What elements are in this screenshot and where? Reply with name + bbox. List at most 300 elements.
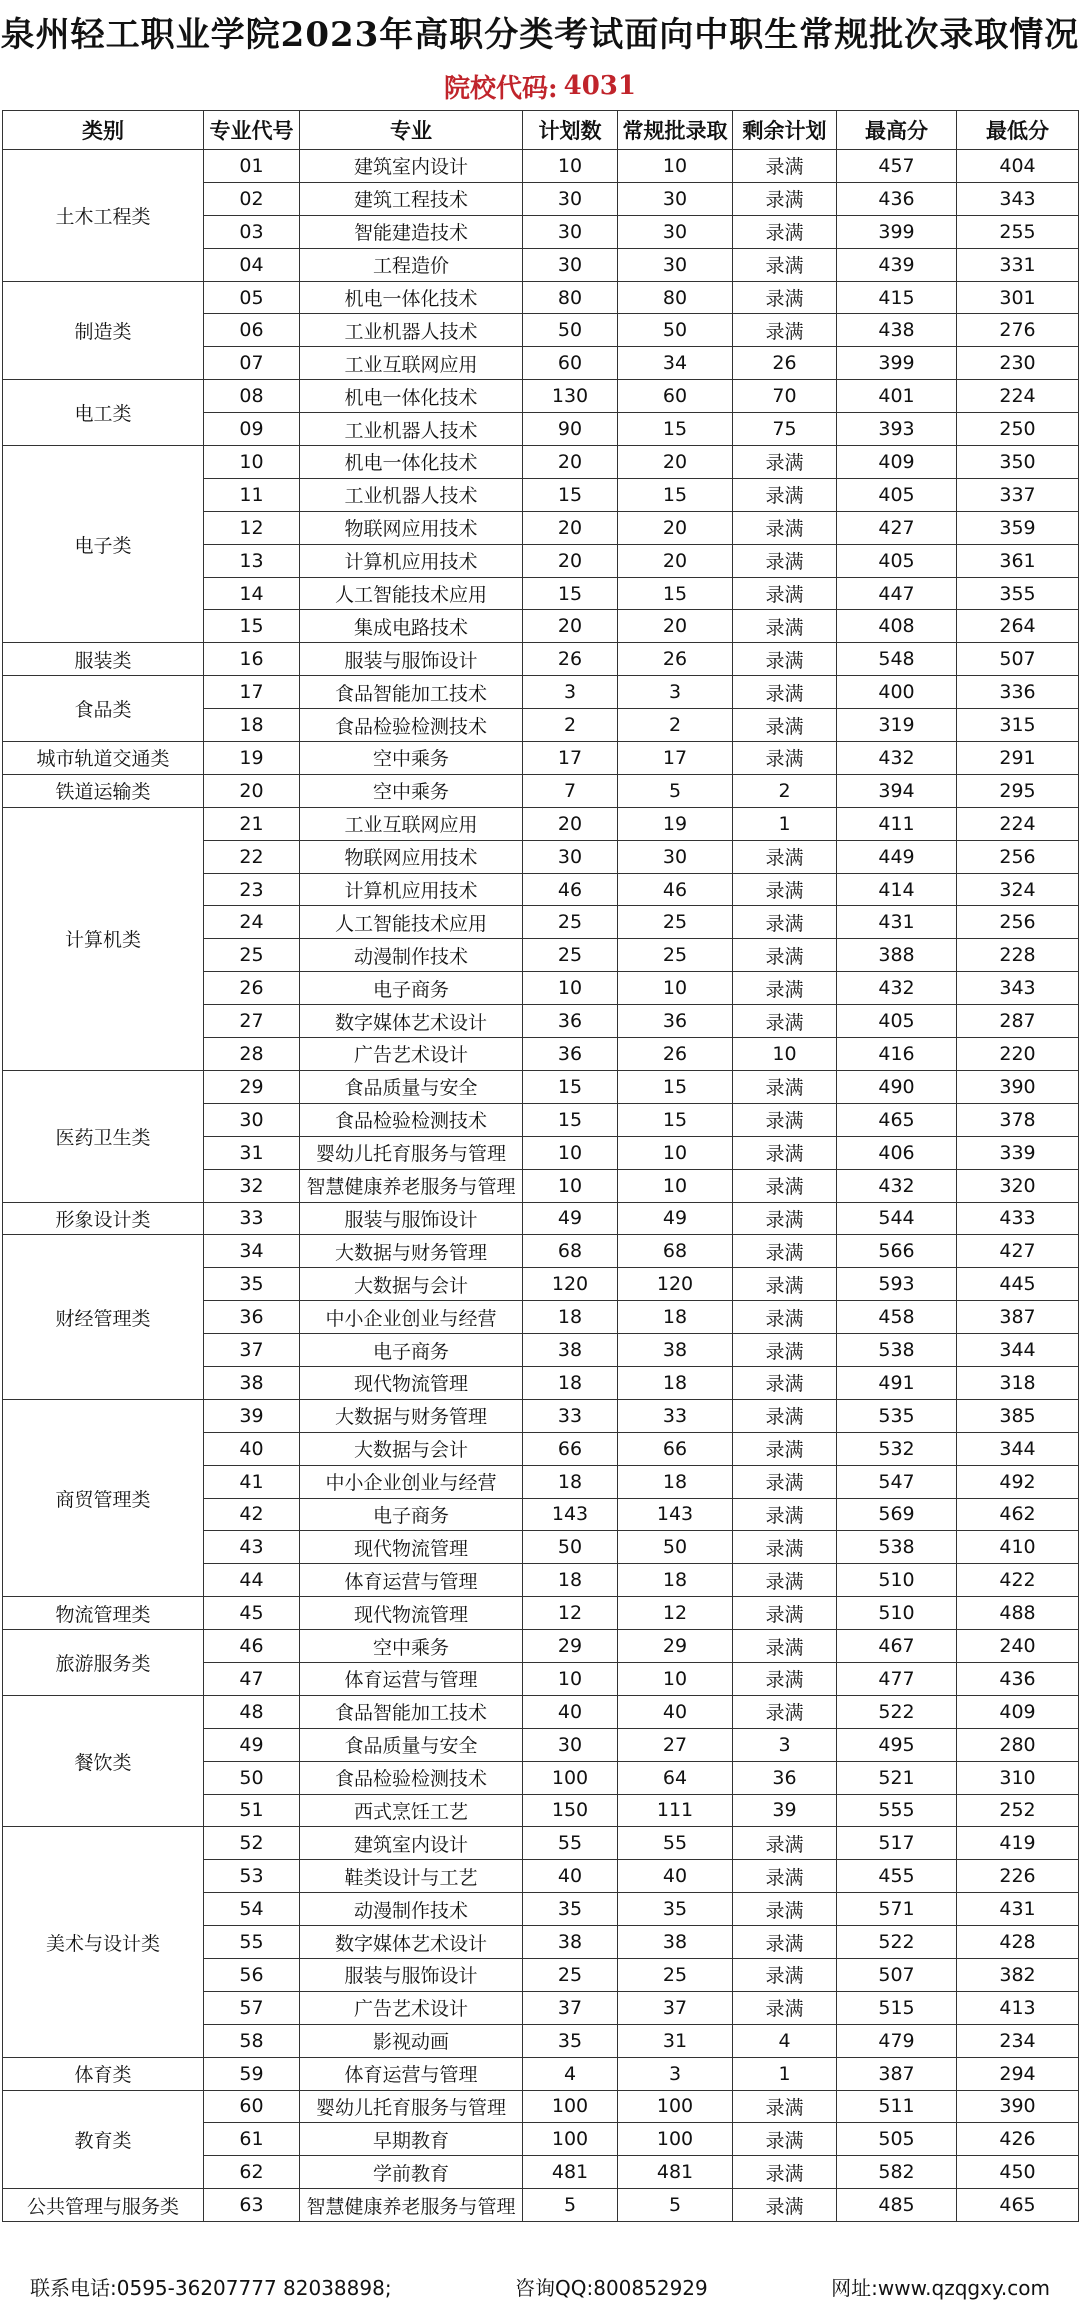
admitted-count-cell: 40 xyxy=(618,1695,733,1728)
min-score-cell: 385 xyxy=(957,1399,1079,1432)
min-score-cell: 492 xyxy=(957,1465,1079,1498)
max-score-cell: 569 xyxy=(837,1498,957,1531)
major-cell: 物联网应用技术 xyxy=(300,511,523,544)
plan-count-cell: 20 xyxy=(523,544,618,577)
major-cell: 婴幼儿托育服务与管理 xyxy=(300,1136,523,1169)
major-code-cell: 26 xyxy=(204,972,300,1005)
min-score-cell: 450 xyxy=(957,2156,1079,2189)
admitted-count-cell: 5 xyxy=(618,2189,733,2222)
plan-count-cell: 12 xyxy=(523,1597,618,1630)
category-cell: 公共管理与服务类 xyxy=(3,2189,204,2222)
remaining-plan-cell: 录满 xyxy=(733,972,837,1005)
plan-count-cell: 90 xyxy=(523,413,618,446)
min-score-cell: 234 xyxy=(957,2024,1079,2057)
remaining-plan-cell: 录满 xyxy=(733,873,837,906)
plan-count-cell: 143 xyxy=(523,1498,618,1531)
admitted-count-cell: 18 xyxy=(618,1465,733,1498)
remaining-plan-cell: 录满 xyxy=(733,1301,837,1334)
remaining-plan-cell: 录满 xyxy=(733,1202,837,1235)
major-cell: 学前教育 xyxy=(300,2156,523,2189)
admitted-count-cell: 15 xyxy=(618,478,733,511)
plan-count-cell: 30 xyxy=(523,1728,618,1761)
table-row xyxy=(3,150,1079,183)
plan-count-cell: 68 xyxy=(523,1235,618,1268)
remaining-plan-cell: 录满 xyxy=(733,2090,837,2123)
major-cell: 现代物流管理 xyxy=(300,1366,523,1399)
major-cell: 食品质量与安全 xyxy=(300,1728,523,1761)
max-score-cell: 415 xyxy=(837,281,957,314)
max-score-cell: 431 xyxy=(837,906,957,939)
min-score-cell: 445 xyxy=(957,1268,1079,1301)
table-row xyxy=(3,676,1079,709)
admitted-count-cell: 19 xyxy=(618,807,733,840)
major-code-cell: 50 xyxy=(204,1761,300,1794)
admitted-count-cell: 15 xyxy=(618,577,733,610)
table-row xyxy=(3,1235,1079,1268)
table-row xyxy=(3,446,1079,479)
major-code-cell: 19 xyxy=(204,742,300,775)
min-score-cell: 240 xyxy=(957,1630,1079,1663)
major-code-cell: 41 xyxy=(204,1465,300,1498)
header-max-score: 最高分 xyxy=(837,111,957,150)
admitted-count-cell: 3 xyxy=(618,676,733,709)
max-score-cell: 387 xyxy=(837,2057,957,2090)
major-cell: 数字媒体艺术设计 xyxy=(300,1926,523,1959)
max-score-cell: 479 xyxy=(837,2024,957,2057)
plan-count-cell: 50 xyxy=(523,314,618,347)
plan-count-cell: 60 xyxy=(523,347,618,380)
min-score-cell: 431 xyxy=(957,1893,1079,1926)
phone-value: 0595-36207777 82038898; xyxy=(116,2275,392,2300)
max-score-cell: 510 xyxy=(837,1564,957,1597)
category-cell: 物流管理类 xyxy=(3,1597,204,1630)
major-code-cell: 21 xyxy=(204,807,300,840)
header-remaining: 剩余计划 xyxy=(733,111,837,150)
plan-count-cell: 18 xyxy=(523,1564,618,1597)
admitted-count-cell: 38 xyxy=(618,1926,733,1959)
min-score-cell: 320 xyxy=(957,1169,1079,1202)
admitted-count-cell: 100 xyxy=(618,2123,733,2156)
max-score-cell: 571 xyxy=(837,1893,957,1926)
remaining-plan-cell: 录满 xyxy=(733,1235,837,1268)
remaining-plan-cell: 1 xyxy=(733,807,837,840)
remaining-plan-cell: 录满 xyxy=(733,215,837,248)
admitted-count-cell: 3 xyxy=(618,2057,733,2090)
remaining-plan-cell: 录满 xyxy=(733,939,837,972)
remaining-plan-cell: 录满 xyxy=(733,1827,837,1860)
max-score-cell: 535 xyxy=(837,1399,957,1432)
major-code-cell: 45 xyxy=(204,1597,300,1630)
admitted-count-cell: 34 xyxy=(618,347,733,380)
min-score-cell: 378 xyxy=(957,1103,1079,1136)
major-code-cell: 14 xyxy=(204,577,300,610)
admitted-count-cell: 29 xyxy=(618,1630,733,1663)
major-code-cell: 60 xyxy=(204,2090,300,2123)
max-score-cell: 436 xyxy=(837,182,957,215)
remaining-plan-cell: 26 xyxy=(733,347,837,380)
max-score-cell: 538 xyxy=(837,1531,957,1564)
remaining-plan-cell: 录满 xyxy=(733,544,837,577)
admitted-count-cell: 25 xyxy=(618,906,733,939)
web-label: 网址: xyxy=(831,2275,878,2300)
max-score-cell: 405 xyxy=(837,478,957,511)
major-cell: 广告艺术设计 xyxy=(300,1038,523,1071)
major-cell: 机电一体化技术 xyxy=(300,380,523,413)
remaining-plan-cell: 录满 xyxy=(733,1531,837,1564)
major-code-cell: 17 xyxy=(204,676,300,709)
table-row xyxy=(3,2090,1079,2123)
max-score-cell: 414 xyxy=(837,873,957,906)
remaining-plan-cell: 录满 xyxy=(733,906,837,939)
remaining-plan-cell: 录满 xyxy=(733,1334,837,1367)
table-row xyxy=(3,2189,1079,2222)
max-score-cell: 439 xyxy=(837,248,957,281)
major-cell: 服装与服饰设计 xyxy=(300,1202,523,1235)
major-code-cell: 54 xyxy=(204,1893,300,1926)
min-score-cell: 255 xyxy=(957,215,1079,248)
category-cell: 城市轨道交通类 xyxy=(3,742,204,775)
remaining-plan-cell: 录满 xyxy=(733,2189,837,2222)
max-score-cell: 399 xyxy=(837,347,957,380)
plan-count-cell: 36 xyxy=(523,1038,618,1071)
major-cell: 大数据与会计 xyxy=(300,1268,523,1301)
plan-count-cell: 36 xyxy=(523,1005,618,1038)
plan-count-cell: 120 xyxy=(523,1268,618,1301)
category-cell: 教育类 xyxy=(3,2090,204,2189)
min-score-cell: 331 xyxy=(957,248,1079,281)
max-score-cell: 388 xyxy=(837,939,957,972)
table-body xyxy=(3,150,1079,2222)
contact-qq xyxy=(515,2272,708,2301)
remaining-plan-cell: 录满 xyxy=(733,709,837,742)
remaining-plan-cell: 录满 xyxy=(733,610,837,643)
table-row xyxy=(3,774,1079,807)
min-score-cell: 220 xyxy=(957,1038,1079,1071)
min-score-cell: 337 xyxy=(957,478,1079,511)
max-score-cell: 522 xyxy=(837,1695,957,1728)
table-row xyxy=(3,281,1079,314)
remaining-plan-cell: 录满 xyxy=(733,1991,837,2024)
major-code-cell: 55 xyxy=(204,1926,300,1959)
major-cell: 服装与服饰设计 xyxy=(300,1958,523,1991)
plan-count-cell: 38 xyxy=(523,1334,618,1367)
major-cell: 计算机应用技术 xyxy=(300,873,523,906)
remaining-plan-cell: 3 xyxy=(733,1728,837,1761)
major-cell: 智慧健康养老服务与管理 xyxy=(300,1169,523,1202)
header-plan: 计划数 xyxy=(523,111,618,150)
admitted-count-cell: 111 xyxy=(618,1794,733,1827)
min-score-cell: 428 xyxy=(957,1926,1079,1959)
max-score-cell: 393 xyxy=(837,413,957,446)
min-score-cell: 433 xyxy=(957,1202,1079,1235)
plan-count-cell: 130 xyxy=(523,380,618,413)
admitted-count-cell: 20 xyxy=(618,511,733,544)
major-cell: 现代物流管理 xyxy=(300,1597,523,1630)
max-score-cell: 582 xyxy=(837,2156,957,2189)
plan-count-cell: 40 xyxy=(523,1695,618,1728)
remaining-plan-cell: 录满 xyxy=(733,1662,837,1695)
plan-count-cell: 15 xyxy=(523,577,618,610)
plan-count-cell: 10 xyxy=(523,150,618,183)
plan-count-cell: 40 xyxy=(523,1860,618,1893)
table-row xyxy=(3,1827,1079,1860)
min-score-cell: 295 xyxy=(957,774,1079,807)
max-score-cell: 510 xyxy=(837,1597,957,1630)
min-score-cell: 339 xyxy=(957,1136,1079,1169)
remaining-plan-cell: 录满 xyxy=(733,676,837,709)
major-code-cell: 05 xyxy=(204,281,300,314)
min-score-cell: 256 xyxy=(957,906,1079,939)
min-score-cell: 404 xyxy=(957,150,1079,183)
major-cell: 数字媒体艺术设计 xyxy=(300,1005,523,1038)
category-cell: 食品类 xyxy=(3,676,204,742)
major-cell: 工业互联网应用 xyxy=(300,807,523,840)
major-code-cell: 08 xyxy=(204,380,300,413)
major-code-cell: 03 xyxy=(204,215,300,248)
category-cell: 制造类 xyxy=(3,281,204,380)
min-score-cell: 280 xyxy=(957,1728,1079,1761)
remaining-plan-cell: 录满 xyxy=(733,1893,837,1926)
major-cell: 空中乘务 xyxy=(300,774,523,807)
major-code-cell: 02 xyxy=(204,182,300,215)
major-cell: 智慧健康养老服务与管理 xyxy=(300,2189,523,2222)
remaining-plan-cell: 录满 xyxy=(733,182,837,215)
plan-count-cell: 30 xyxy=(523,840,618,873)
min-score-cell: 359 xyxy=(957,511,1079,544)
min-score-cell: 361 xyxy=(957,544,1079,577)
plan-count-cell: 10 xyxy=(523,1662,618,1695)
max-score-cell: 517 xyxy=(837,1827,957,1860)
admitted-count-cell: 10 xyxy=(618,1662,733,1695)
max-score-cell: 416 xyxy=(837,1038,957,1071)
remaining-plan-cell: 录满 xyxy=(733,1926,837,1959)
major-code-cell: 25 xyxy=(204,939,300,972)
major-code-cell: 52 xyxy=(204,1827,300,1860)
remaining-plan-cell: 录满 xyxy=(733,248,837,281)
major-cell: 人工智能技术应用 xyxy=(300,577,523,610)
major-code-cell: 56 xyxy=(204,1958,300,1991)
remaining-plan-cell: 录满 xyxy=(733,1399,837,1432)
plan-count-cell: 37 xyxy=(523,1991,618,2024)
major-code-cell: 31 xyxy=(204,1136,300,1169)
web-value: www.qzqgxy.com xyxy=(877,2275,1050,2300)
min-score-cell: 344 xyxy=(957,1432,1079,1465)
remaining-plan-cell: 1 xyxy=(733,2057,837,2090)
remaining-plan-cell: 录满 xyxy=(733,150,837,183)
major-code-cell: 59 xyxy=(204,2057,300,2090)
remaining-plan-cell: 录满 xyxy=(733,1958,837,1991)
admitted-count-cell: 17 xyxy=(618,742,733,775)
admitted-count-cell: 5 xyxy=(618,774,733,807)
major-cell: 影视动画 xyxy=(300,2024,523,2057)
plan-count-cell: 10 xyxy=(523,1136,618,1169)
plan-count-cell: 18 xyxy=(523,1465,618,1498)
major-cell: 工业机器人技术 xyxy=(300,478,523,511)
plan-count-cell: 25 xyxy=(523,1958,618,1991)
remaining-plan-cell: 录满 xyxy=(733,1695,837,1728)
remaining-plan-cell: 10 xyxy=(733,1038,837,1071)
plan-count-cell: 25 xyxy=(523,939,618,972)
major-code-cell: 18 xyxy=(204,709,300,742)
max-score-cell: 411 xyxy=(837,807,957,840)
major-code-cell: 32 xyxy=(204,1169,300,1202)
category-cell: 体育类 xyxy=(3,2057,204,2090)
major-code-cell: 40 xyxy=(204,1432,300,1465)
min-score-cell: 264 xyxy=(957,610,1079,643)
category-cell: 服装类 xyxy=(3,643,204,676)
min-score-cell: 488 xyxy=(957,1597,1079,1630)
plan-count-cell: 20 xyxy=(523,446,618,479)
major-code-cell: 11 xyxy=(204,478,300,511)
major-code-cell: 37 xyxy=(204,1334,300,1367)
major-cell: 工业互联网应用 xyxy=(300,347,523,380)
plan-count-cell: 17 xyxy=(523,742,618,775)
min-score-cell: 252 xyxy=(957,1794,1079,1827)
plan-count-cell: 20 xyxy=(523,511,618,544)
major-code-cell: 46 xyxy=(204,1630,300,1663)
plan-count-cell: 15 xyxy=(523,1103,618,1136)
max-score-cell: 538 xyxy=(837,1334,957,1367)
max-score-cell: 566 xyxy=(837,1235,957,1268)
max-score-cell: 405 xyxy=(837,544,957,577)
plan-count-cell: 66 xyxy=(523,1432,618,1465)
max-score-cell: 477 xyxy=(837,1662,957,1695)
admitted-count-cell: 50 xyxy=(618,1531,733,1564)
major-cell: 空中乘务 xyxy=(300,742,523,775)
max-score-cell: 511 xyxy=(837,2090,957,2123)
table-row xyxy=(3,643,1079,676)
table-row xyxy=(3,807,1079,840)
major-cell: 空中乘务 xyxy=(300,1630,523,1663)
plan-count-cell: 46 xyxy=(523,873,618,906)
admitted-count-cell: 60 xyxy=(618,380,733,413)
admitted-count-cell: 36 xyxy=(618,1005,733,1038)
max-score-cell: 432 xyxy=(837,742,957,775)
remaining-plan-cell: 录满 xyxy=(733,1597,837,1630)
plan-count-cell: 30 xyxy=(523,215,618,248)
max-score-cell: 458 xyxy=(837,1301,957,1334)
major-code-cell: 07 xyxy=(204,347,300,380)
max-score-cell: 515 xyxy=(837,1991,957,2024)
max-score-cell: 465 xyxy=(837,1103,957,1136)
admitted-count-cell: 30 xyxy=(618,215,733,248)
admitted-count-cell: 30 xyxy=(618,248,733,281)
major-code-cell: 42 xyxy=(204,1498,300,1531)
admitted-count-cell: 15 xyxy=(618,413,733,446)
major-code-cell: 43 xyxy=(204,1531,300,1564)
table-row xyxy=(3,1070,1079,1103)
min-score-cell: 426 xyxy=(957,2123,1079,2156)
remaining-plan-cell: 录满 xyxy=(733,1169,837,1202)
min-score-cell: 294 xyxy=(957,2057,1079,2090)
major-code-cell: 61 xyxy=(204,2123,300,2156)
major-cell: 智能建造技术 xyxy=(300,215,523,248)
max-score-cell: 455 xyxy=(837,1860,957,1893)
major-cell: 计算机应用技术 xyxy=(300,544,523,577)
category-cell: 土木工程类 xyxy=(3,150,204,282)
table-row xyxy=(3,1630,1079,1663)
admitted-count-cell: 481 xyxy=(618,2156,733,2189)
plan-count-cell: 30 xyxy=(523,248,618,281)
major-cell: 食品检验检测技术 xyxy=(300,1103,523,1136)
max-score-cell: 401 xyxy=(837,380,957,413)
contact-phone xyxy=(30,2272,392,2301)
plan-count-cell: 35 xyxy=(523,1893,618,1926)
admitted-count-cell: 10 xyxy=(618,1169,733,1202)
major-cell: 工程造价 xyxy=(300,248,523,281)
major-code-cell: 34 xyxy=(204,1235,300,1268)
major-code-cell: 01 xyxy=(204,150,300,183)
min-score-cell: 390 xyxy=(957,1070,1079,1103)
max-score-cell: 521 xyxy=(837,1761,957,1794)
min-score-cell: 324 xyxy=(957,873,1079,906)
remaining-plan-cell: 录满 xyxy=(733,511,837,544)
admitted-count-cell: 2 xyxy=(618,709,733,742)
remaining-plan-cell: 录满 xyxy=(733,1005,837,1038)
remaining-plan-cell: 录满 xyxy=(733,1103,837,1136)
major-cell: 人工智能技术应用 xyxy=(300,906,523,939)
admitted-count-cell: 40 xyxy=(618,1860,733,1893)
max-score-cell: 432 xyxy=(837,972,957,1005)
max-score-cell: 408 xyxy=(837,610,957,643)
admitted-count-cell: 18 xyxy=(618,1301,733,1334)
category-cell: 旅游服务类 xyxy=(3,1630,204,1696)
admitted-count-cell: 12 xyxy=(618,1597,733,1630)
min-score-cell: 355 xyxy=(957,577,1079,610)
category-cell: 美术与设计类 xyxy=(3,1827,204,2057)
plan-count-cell: 7 xyxy=(523,774,618,807)
remaining-plan-cell: 录满 xyxy=(733,446,837,479)
remaining-plan-cell: 录满 xyxy=(733,1366,837,1399)
plan-count-cell: 26 xyxy=(523,643,618,676)
major-cell: 建筑工程技术 xyxy=(300,182,523,215)
remaining-plan-cell: 录满 xyxy=(733,1432,837,1465)
admission-table xyxy=(2,110,1079,2222)
admitted-count-cell: 20 xyxy=(618,544,733,577)
max-score-cell: 485 xyxy=(837,2189,957,2222)
header-category: 类别 xyxy=(3,111,204,150)
min-score-cell: 291 xyxy=(957,742,1079,775)
admitted-count-cell: 10 xyxy=(618,150,733,183)
category-cell: 电子类 xyxy=(3,446,204,643)
min-score-cell: 382 xyxy=(957,1958,1079,1991)
major-cell: 食品智能加工技术 xyxy=(300,676,523,709)
remaining-plan-cell: 录满 xyxy=(733,1630,837,1663)
category-cell: 医药卫生类 xyxy=(3,1070,204,1202)
major-code-cell: 33 xyxy=(204,1202,300,1235)
major-cell: 动漫制作技术 xyxy=(300,1893,523,1926)
min-score-cell: 315 xyxy=(957,709,1079,742)
header-major: 专业 xyxy=(300,111,523,150)
major-code-cell: 63 xyxy=(204,2189,300,2222)
major-cell: 体育运营与管理 xyxy=(300,1564,523,1597)
major-code-cell: 58 xyxy=(204,2024,300,2057)
major-cell: 动漫制作技术 xyxy=(300,939,523,972)
plan-count-cell: 49 xyxy=(523,1202,618,1235)
major-code-cell: 39 xyxy=(204,1399,300,1432)
header-code: 专业代号 xyxy=(204,111,300,150)
plan-count-cell: 2 xyxy=(523,709,618,742)
major-code-cell: 23 xyxy=(204,873,300,906)
max-score-cell: 400 xyxy=(837,676,957,709)
table-header-row xyxy=(3,111,1079,150)
admitted-count-cell: 143 xyxy=(618,1498,733,1531)
remaining-plan-cell: 录满 xyxy=(733,478,837,511)
phone-label: 联系电话: xyxy=(30,2275,117,2300)
max-score-cell: 544 xyxy=(837,1202,957,1235)
admitted-count-cell: 18 xyxy=(618,1366,733,1399)
plan-count-cell: 25 xyxy=(523,906,618,939)
